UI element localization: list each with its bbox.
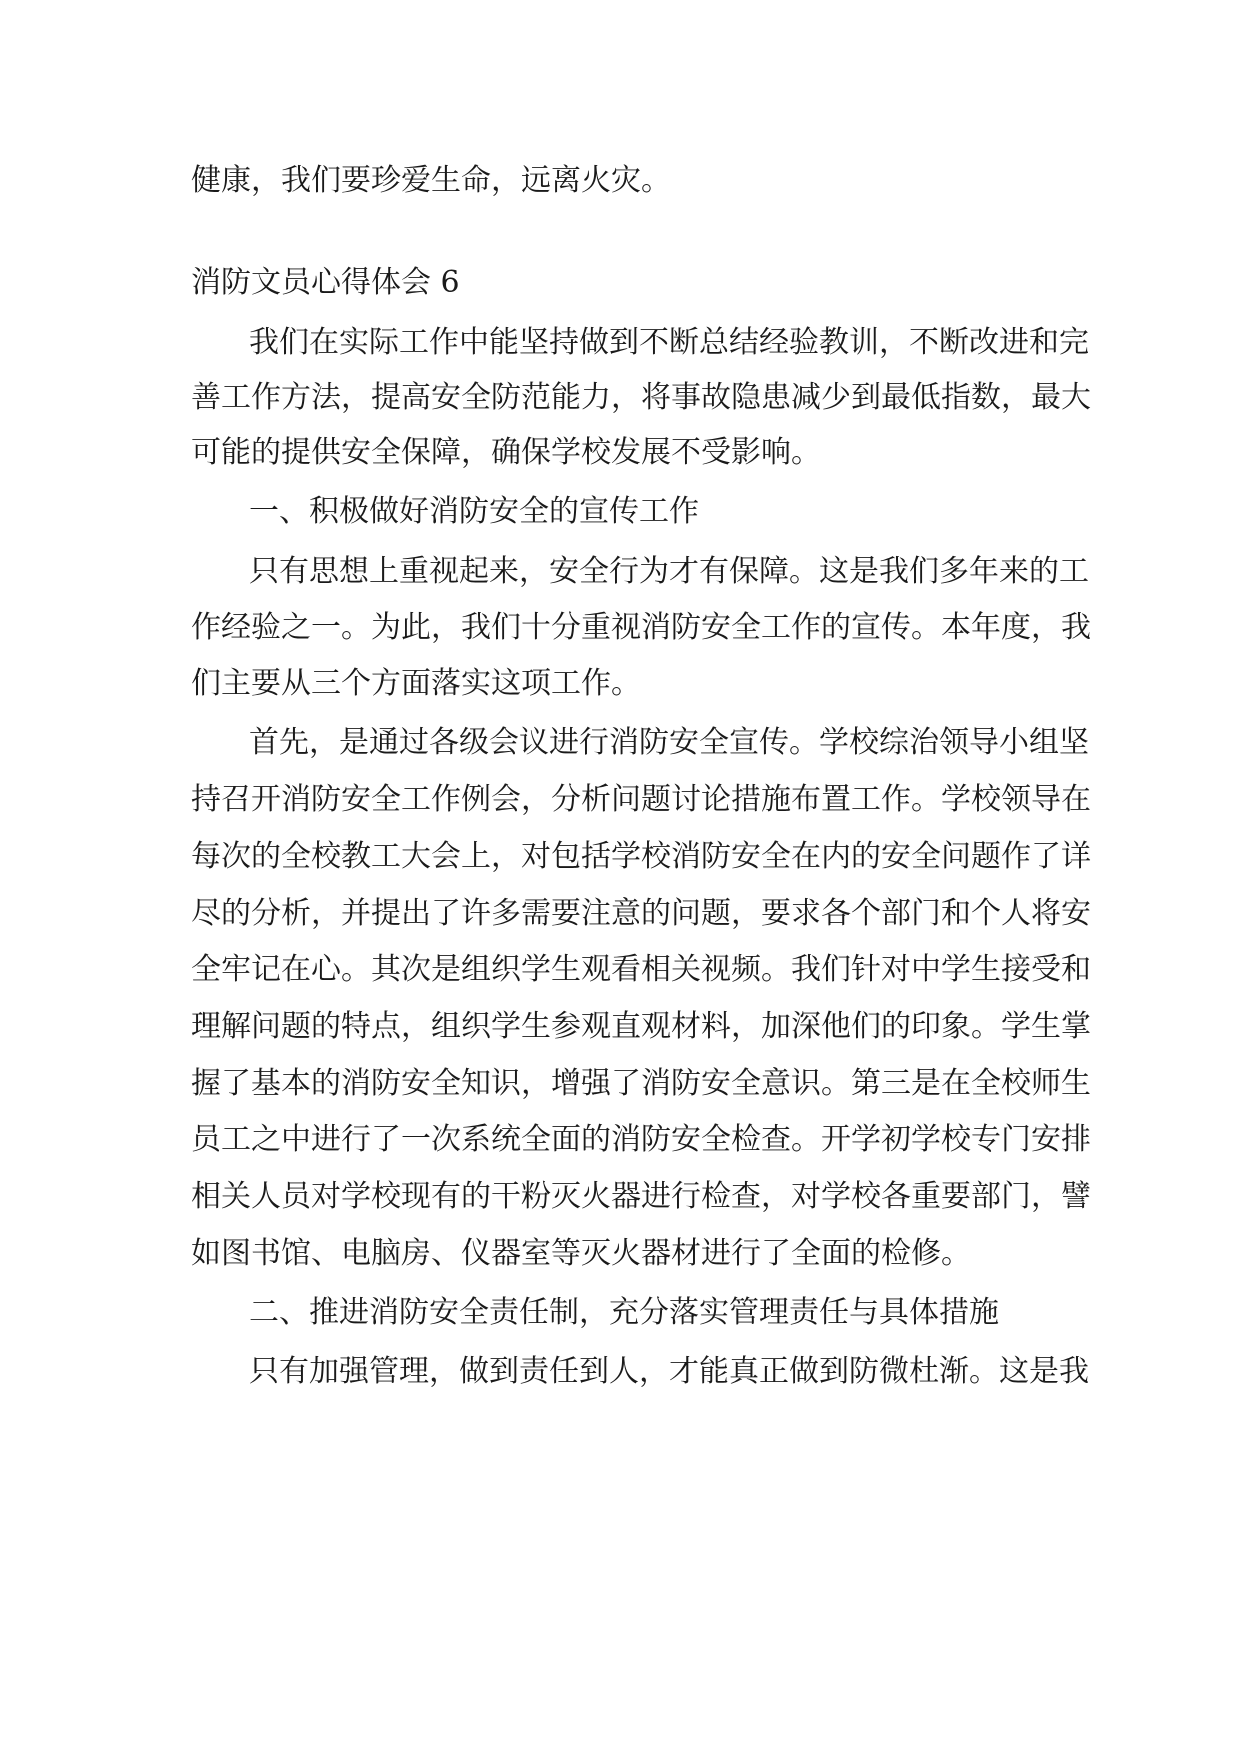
paragraph-line: 员工之中进行了一次系统全面的消防安全检查。开学初学校专门安排 [191,1122,1091,1157]
paragraph-line: 每次的全校教工大会上，对包括学校消防安全在内的安全问题作了详 [191,839,1091,874]
paragraph-line: 尽的分析，并提出了许多需要注意的问题，要求各个部门和个人将安 [191,896,1091,931]
paragraph-line: 理解问题的特点，组织学生参观直观材料，加深他们的印象。学生掌 [191,1009,1091,1044]
heading-2: 二、推进消防安全责任制，充分落实管理责任与具体措施 [249,1295,999,1330]
paragraph-line: 如图书馆、电脑房、仪器室等灭火器材进行了全面的检修。 [191,1236,971,1271]
paragraph-line: 我们在实际工作中能坚持做到不断总结经验教训，不断改进和完 [249,325,1089,360]
paragraph-line: 首先，是通过各级会议进行消防安全宣传。学校综治领导小组坚 [249,725,1089,760]
paragraph-line: 可能的提供安全保障，确保学校发展不受影响。 [191,435,821,470]
continuation-line: 健康，我们要珍爱生命，远离火灾。 [191,163,671,198]
paragraph-line: 只有加强管理，做到责任到人，才能真正做到防微杜渐。这是我 [249,1354,1089,1389]
paragraph-line: 握了基本的消防安全知识，增强了消防安全意识。第三是在全校师生 [191,1066,1091,1101]
paragraph-line: 持召开消防安全工作例会，分析问题讨论措施布置工作。学校领导在 [191,782,1091,817]
paragraph-line: 只有思想上重视起来，安全行为才有保障。这是我们多年来的工 [249,554,1089,589]
paragraph-line: 相关人员对学校现有的干粉灭火器进行检查，对学校各重要部门，譬 [191,1179,1091,1214]
paragraph-line: 作经验之一。为此，我们十分重视消防安全工作的宣传。本年度，我 [191,610,1091,645]
heading-1: 一、积极做好消防安全的宣传工作 [249,494,699,529]
paragraph-line: 全牢记在心。其次是组织学生观看相关视频。我们针对中学生接受和 [191,952,1091,987]
paragraph-line: 们主要从三个方面落实这项工作。 [191,666,641,701]
paragraph-line: 善工作方法，提高安全防范能力，将事故隐患减少到最低指数，最大 [191,380,1091,415]
section-title: 消防文员心得体会 6 [191,265,460,300]
